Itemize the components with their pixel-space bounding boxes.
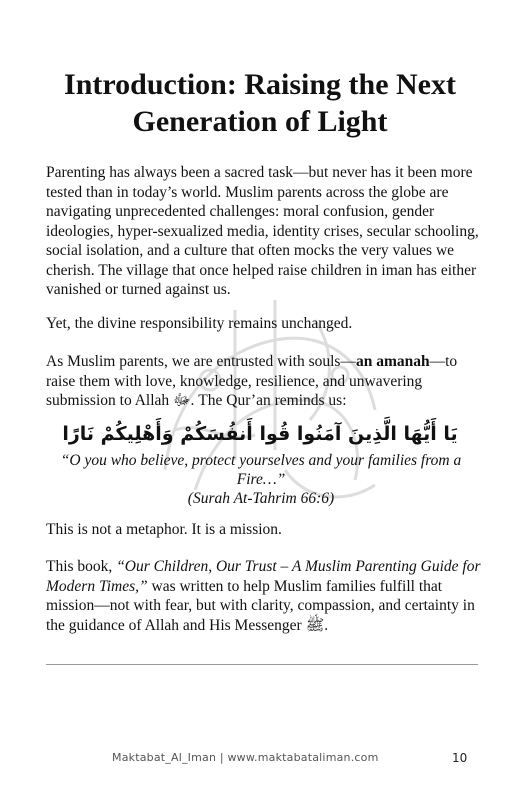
paragraph-intro: Parenting has always been a sacred task—but never has it been more tested than in today’s world. Muslim parents across the globe are navigating unprecedented challenges: moral confusion, gender ideologies, hyper-sexualized media, identity crises, secular schooling, social isolation, and a culture that often mocks the very values we cherish. The village that once helped raise children in iman has either vanished or turned against us.: [46, 164, 479, 298]
paragraph-mission: This is not a metaphor. It is a mission.: [46, 521, 282, 538]
footer-divider: [46, 664, 478, 665]
footer-publisher: Maktabat_Al_Iman | www.maktabataliman.com: [112, 751, 379, 764]
book-title: “Our Children, Our Trust – A Muslim Parenting Guide for Modern Times,”: [46, 558, 481, 595]
book-text-before: This book,: [46, 558, 117, 575]
verse-reference: (Surah At-Tahrim 66:6): [187, 490, 335, 507]
page-number: 10: [452, 751, 468, 765]
amanah-bold: an amanah: [355, 353, 430, 370]
title-line-1: Introduction: Raising the Next: [64, 68, 456, 101]
title-line-2: Generation of Light: [132, 105, 388, 138]
page-title: [20, 66, 500, 140]
amanah-text-before: As Muslim parents, we are entrusted with souls—: [46, 353, 356, 370]
amanah-text-after: —to raise them with love, knowledge, resilience, and unwavering submission to Allah ﷻ. The Qur’an reminds us:: [46, 353, 458, 409]
verse-translation: “O you who believe, protect yourselves and your families from a Fire…”: [60, 452, 462, 488]
paragraph-amanah: [46, 352, 486, 411]
book-text-after: was written to help Muslim families fulfill that mission—not with fear, but with clarity, compassion, and certainty in the guidance of Allah and His Messenger ﷺ.: [46, 577, 475, 634]
quran-verse-arabic: يَا أَيُّهَا الَّذِينَ آمَنُوا قُوا أَنفُسَكُمْ وَأَهْلِيكُمْ نَارًا: [62, 423, 458, 445]
paragraph-book: [46, 557, 486, 635]
verse-quote: [46, 451, 476, 508]
paragraph-responsibility: Yet, the divine responsibility remains unchanged.: [46, 315, 353, 332]
